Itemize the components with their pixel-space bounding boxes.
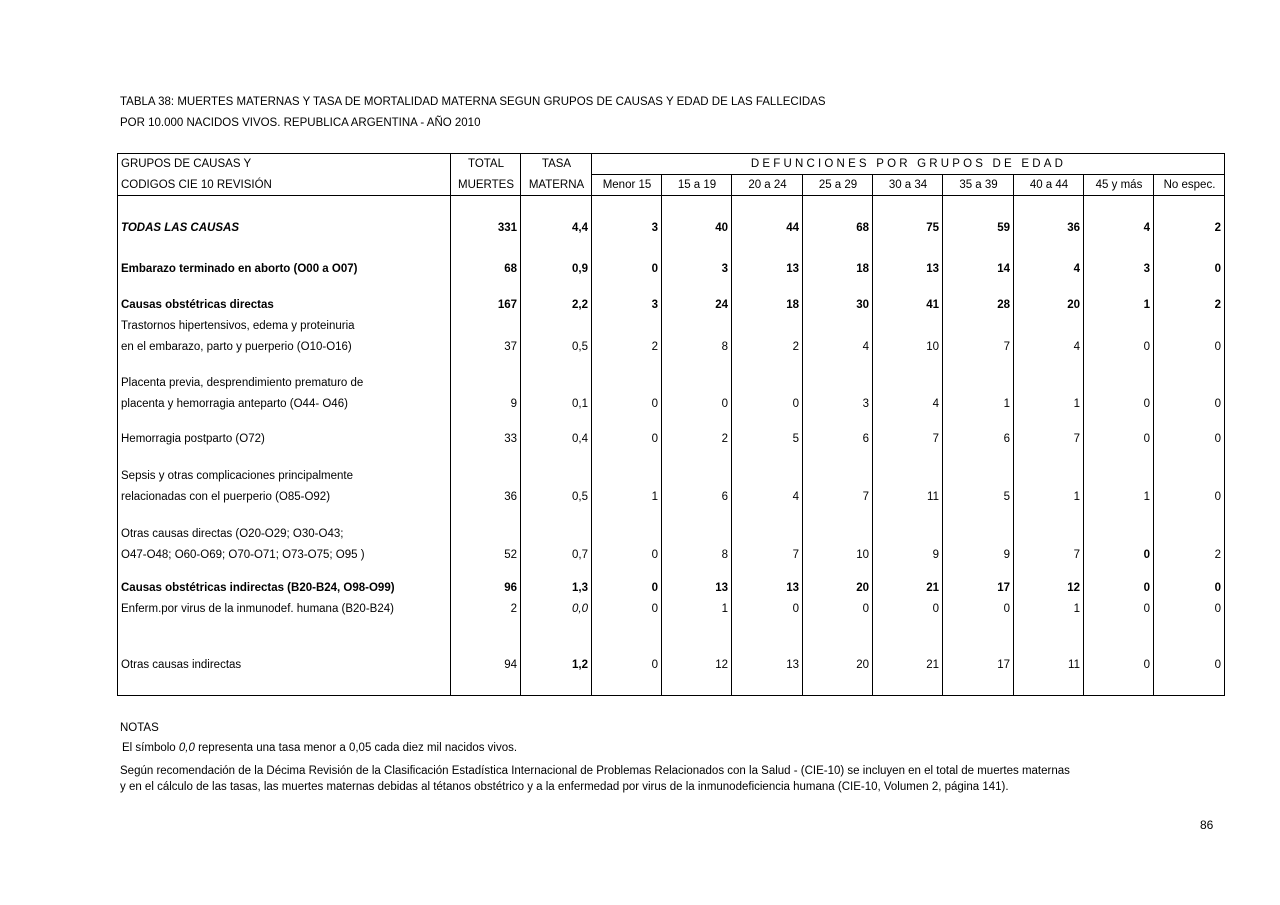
table-title-line-2: POR 10.000 NACIDOS VIVOS. REPUBLICA ARGENTINA - AÑO 2010 (120, 117, 481, 129)
age-value: 0 (1143, 549, 1150, 561)
age-value: 12 (1067, 582, 1080, 594)
total-value: 96 (504, 582, 517, 594)
total-value: 9 (510, 398, 517, 410)
age-value: 0 (1214, 433, 1221, 445)
age-value: 0 (1143, 398, 1150, 410)
notes-symbol-suffix: representa una tasa menor a 0,05 cada diez mil nacidos vivos. (194, 742, 518, 754)
age-value: 68 (856, 222, 869, 234)
age-value: 3 (651, 299, 658, 311)
age-value: 0 (1214, 491, 1221, 503)
row-label: Causas obstétricas directas (121, 299, 274, 311)
notes-symbol: 0,0 (178, 742, 195, 754)
age-value: 40 (715, 222, 728, 234)
age-value: 0 (792, 398, 799, 410)
age-value: 6 (721, 491, 728, 503)
tasa-value: 2,2 (572, 299, 588, 311)
age-value: 9 (1003, 549, 1010, 561)
age-value: 4 (1073, 341, 1080, 353)
tasa-value: 0,0 (572, 603, 588, 615)
age-value: 1 (1073, 603, 1080, 615)
age-value: 0 (651, 433, 658, 445)
age-value: 4 (862, 341, 869, 353)
age-value: 0 (651, 549, 658, 561)
age-value: 7 (792, 549, 799, 561)
age-value: 7 (862, 491, 869, 503)
row-label: Enferm.por virus de la inmunodef. humana (B20-B24) (121, 603, 394, 615)
header-total-line-2: MUERTES (457, 179, 515, 191)
age-value: 0 (1214, 263, 1221, 275)
age-value: 0 (651, 263, 658, 275)
row-label: Embarazo terminado en aborto (O00 a O07) (121, 263, 358, 275)
age-value: 1 (721, 603, 728, 615)
age-value: 2 (1214, 549, 1221, 561)
age-value: 24 (715, 299, 728, 311)
age-value: 1 (1143, 299, 1150, 311)
notes-line-2: Según recomendación de la Décima Revisión de la Clasificación Estadística Internacional de Problemas Relacionados con la Salud - (CIE-10) se incluyen en el total de muertes maternas (120, 765, 1070, 777)
notes-symbol-line (122, 742, 517, 754)
age-value: 3 (721, 263, 728, 275)
header-tasa-line-2: MATERNA (528, 179, 585, 191)
age-value: 7 (1003, 341, 1010, 353)
row-label: en el embarazo, parto y puerperio (O10-O16) (121, 341, 352, 353)
tasa-value: 0,1 (572, 398, 588, 410)
age-value: 0 (1143, 341, 1150, 353)
total-value: 36 (504, 491, 517, 503)
header-divider (118, 195, 1224, 196)
age-value: 2 (792, 341, 799, 353)
tasa-value: 1,3 (572, 582, 588, 594)
age-value: 41 (926, 299, 939, 311)
age-value: 7 (1073, 549, 1080, 561)
age-value: 1 (1073, 398, 1080, 410)
notes-heading: NOTAS (120, 722, 159, 734)
age-value: 36 (1067, 222, 1080, 234)
age-value: 44 (786, 222, 799, 234)
age-value: 0 (1143, 603, 1150, 615)
age-value: 21 (926, 659, 939, 671)
age-value: 0 (651, 398, 658, 410)
age-value: 0 (1143, 659, 1150, 671)
age-value: 7 (932, 433, 939, 445)
age-value: 5 (1003, 491, 1010, 503)
age-value: 1 (651, 491, 658, 503)
header-age-1: 15 a 19 (677, 179, 717, 191)
age-value: 4 (1143, 222, 1150, 234)
age-value: 8 (721, 549, 728, 561)
age-value: 0 (1214, 659, 1221, 671)
age-value: 0 (932, 603, 939, 615)
age-value: 21 (926, 582, 939, 594)
row-label: Causas obstétricas indirectas (B20-B24, O98-O99) (121, 582, 395, 594)
age-value: 0 (862, 603, 869, 615)
age-value: 4 (932, 398, 939, 410)
age-value: 30 (856, 299, 869, 311)
total-value: 331 (497, 222, 517, 234)
age-value: 9 (932, 549, 939, 561)
header-age-7: 45 y más (1095, 179, 1143, 191)
age-value: 10 (856, 549, 869, 561)
header-causes-line-1: GRUPOS DE CAUSAS Y (121, 158, 252, 170)
header-subdivider (591, 174, 1224, 175)
row-label: Hemorragia postparto (O72) (121, 433, 265, 445)
age-value: 0 (651, 582, 658, 594)
page-number: 86 (1200, 818, 1214, 832)
age-value: 3 (1143, 263, 1150, 275)
age-value: 4 (792, 491, 799, 503)
age-value: 1 (1003, 398, 1010, 410)
row-label: placenta y hemorragia anteparto (O44- O46) (121, 398, 348, 410)
age-value: 13 (715, 582, 728, 594)
header-age-groups: DEFUNCIONES POR GRUPOS DE EDAD (750, 158, 1067, 170)
age-value: 11 (927, 491, 939, 503)
tasa-value: 0,5 (572, 491, 588, 503)
header-causes-line-2: CODIGOS CIE 10 REVISIÓN (121, 179, 272, 191)
header-age-2: 20 a 24 (748, 179, 787, 191)
row-label: Otras causas directas (O20-O29; O30-O43; (121, 528, 344, 540)
header-age-0: Menor 15 (602, 179, 652, 191)
age-value: 7 (1073, 433, 1080, 445)
age-value: 6 (862, 433, 869, 445)
age-value: 75 (926, 222, 939, 234)
age-value: 0 (651, 659, 658, 671)
age-value: 18 (856, 263, 869, 275)
total-value: 52 (504, 549, 517, 561)
age-value: 3 (651, 222, 658, 234)
notes-line-3: y en el cálculo de las tasas, las muertes maternas debidas al tétanos obstétrico y a la enfermedad por virus de la inmunodeficiencia humana (CIE-10, Volumen 2, página 141). (120, 781, 1009, 793)
tasa-value: 0,9 (572, 263, 588, 275)
row-label: O47-O48; O60-O69; O70-O71; O73-O75; O95 ) (121, 549, 365, 561)
age-value: 0 (1003, 603, 1010, 615)
age-value: 28 (997, 299, 1010, 311)
age-value: 0 (1143, 433, 1150, 445)
notes-symbol-prefix: El símbolo (122, 742, 179, 754)
age-value: 2 (1214, 222, 1221, 234)
age-value: 6 (1003, 433, 1010, 445)
row-label: Trastornos hipertensivos, edema y proteinuria (121, 320, 355, 332)
header-age-3: 25 a 29 (818, 179, 858, 191)
header-total-line-1: TOTAL (468, 158, 504, 170)
mortality-table (117, 153, 1225, 696)
age-value: 2 (651, 341, 658, 353)
total-value: 33 (504, 433, 517, 445)
age-value: 0 (1143, 582, 1150, 594)
tasa-value: 1,2 (572, 659, 588, 671)
table-title-line-1: TABLA 38: MUERTES MATERNAS Y TASA DE MORTALIDAD MATERNA SEGUN GRUPOS DE CAUSAS Y EDAD DE LAS FALLECIDAS (120, 96, 826, 108)
total-value: 68 (504, 263, 517, 275)
age-value: 14 (997, 263, 1010, 275)
row-label: Placenta previa, desprendimiento prematuro de (121, 377, 364, 389)
header-age-4: 30 a 34 (888, 179, 928, 191)
age-value: 18 (786, 299, 799, 311)
age-value: 20 (856, 582, 869, 594)
tasa-value: 4,4 (572, 222, 588, 234)
total-value: 37 (504, 341, 517, 353)
age-value: 11 (1068, 659, 1080, 671)
age-value: 17 (997, 582, 1010, 594)
age-value: 2 (1214, 299, 1221, 311)
row-label: Sepsis y otras complicaciones principalmente (121, 470, 354, 482)
age-value: 0 (792, 603, 799, 615)
tasa-value: 0,4 (572, 433, 588, 445)
row-label: TODAS LAS CAUSAS (121, 222, 239, 234)
tasa-value: 0,7 (572, 549, 588, 561)
age-value: 4 (1073, 263, 1080, 275)
age-value: 5 (792, 433, 799, 445)
header-age-6: 40 a 44 (1029, 179, 1069, 191)
age-value: 0 (1214, 341, 1221, 353)
header-age-8: No espec. (1163, 179, 1216, 191)
age-value: 0 (1214, 603, 1221, 615)
total-value: 167 (497, 299, 517, 311)
age-value: 3 (862, 398, 869, 410)
header-tasa-line-1: TASA (541, 158, 572, 170)
row-label: relacionadas con el puerperio (O85-O92) (121, 491, 331, 503)
age-value: 10 (926, 341, 939, 353)
row-label: Otras causas indirectas (121, 659, 242, 671)
age-value: 20 (856, 659, 869, 671)
age-value: 13 (786, 263, 799, 275)
total-value: 2 (510, 603, 517, 615)
age-value: 0 (721, 398, 728, 410)
age-value: 8 (721, 341, 728, 353)
age-value: 17 (997, 659, 1010, 671)
age-value: 13 (786, 659, 799, 671)
age-value: 20 (1067, 299, 1080, 311)
age-value: 0 (1214, 398, 1221, 410)
age-value: 13 (926, 263, 939, 275)
tasa-value: 0,5 (572, 341, 588, 353)
age-value: 1 (1143, 491, 1150, 503)
age-value: 13 (786, 582, 799, 594)
age-value: 12 (715, 659, 728, 671)
total-value: 94 (504, 659, 517, 671)
age-value: 2 (721, 433, 728, 445)
age-value: 59 (997, 222, 1010, 234)
age-value: 0 (1214, 582, 1221, 594)
age-value: 0 (651, 603, 658, 615)
header-age-5: 35 a 39 (959, 179, 998, 191)
age-value: 1 (1073, 491, 1080, 503)
